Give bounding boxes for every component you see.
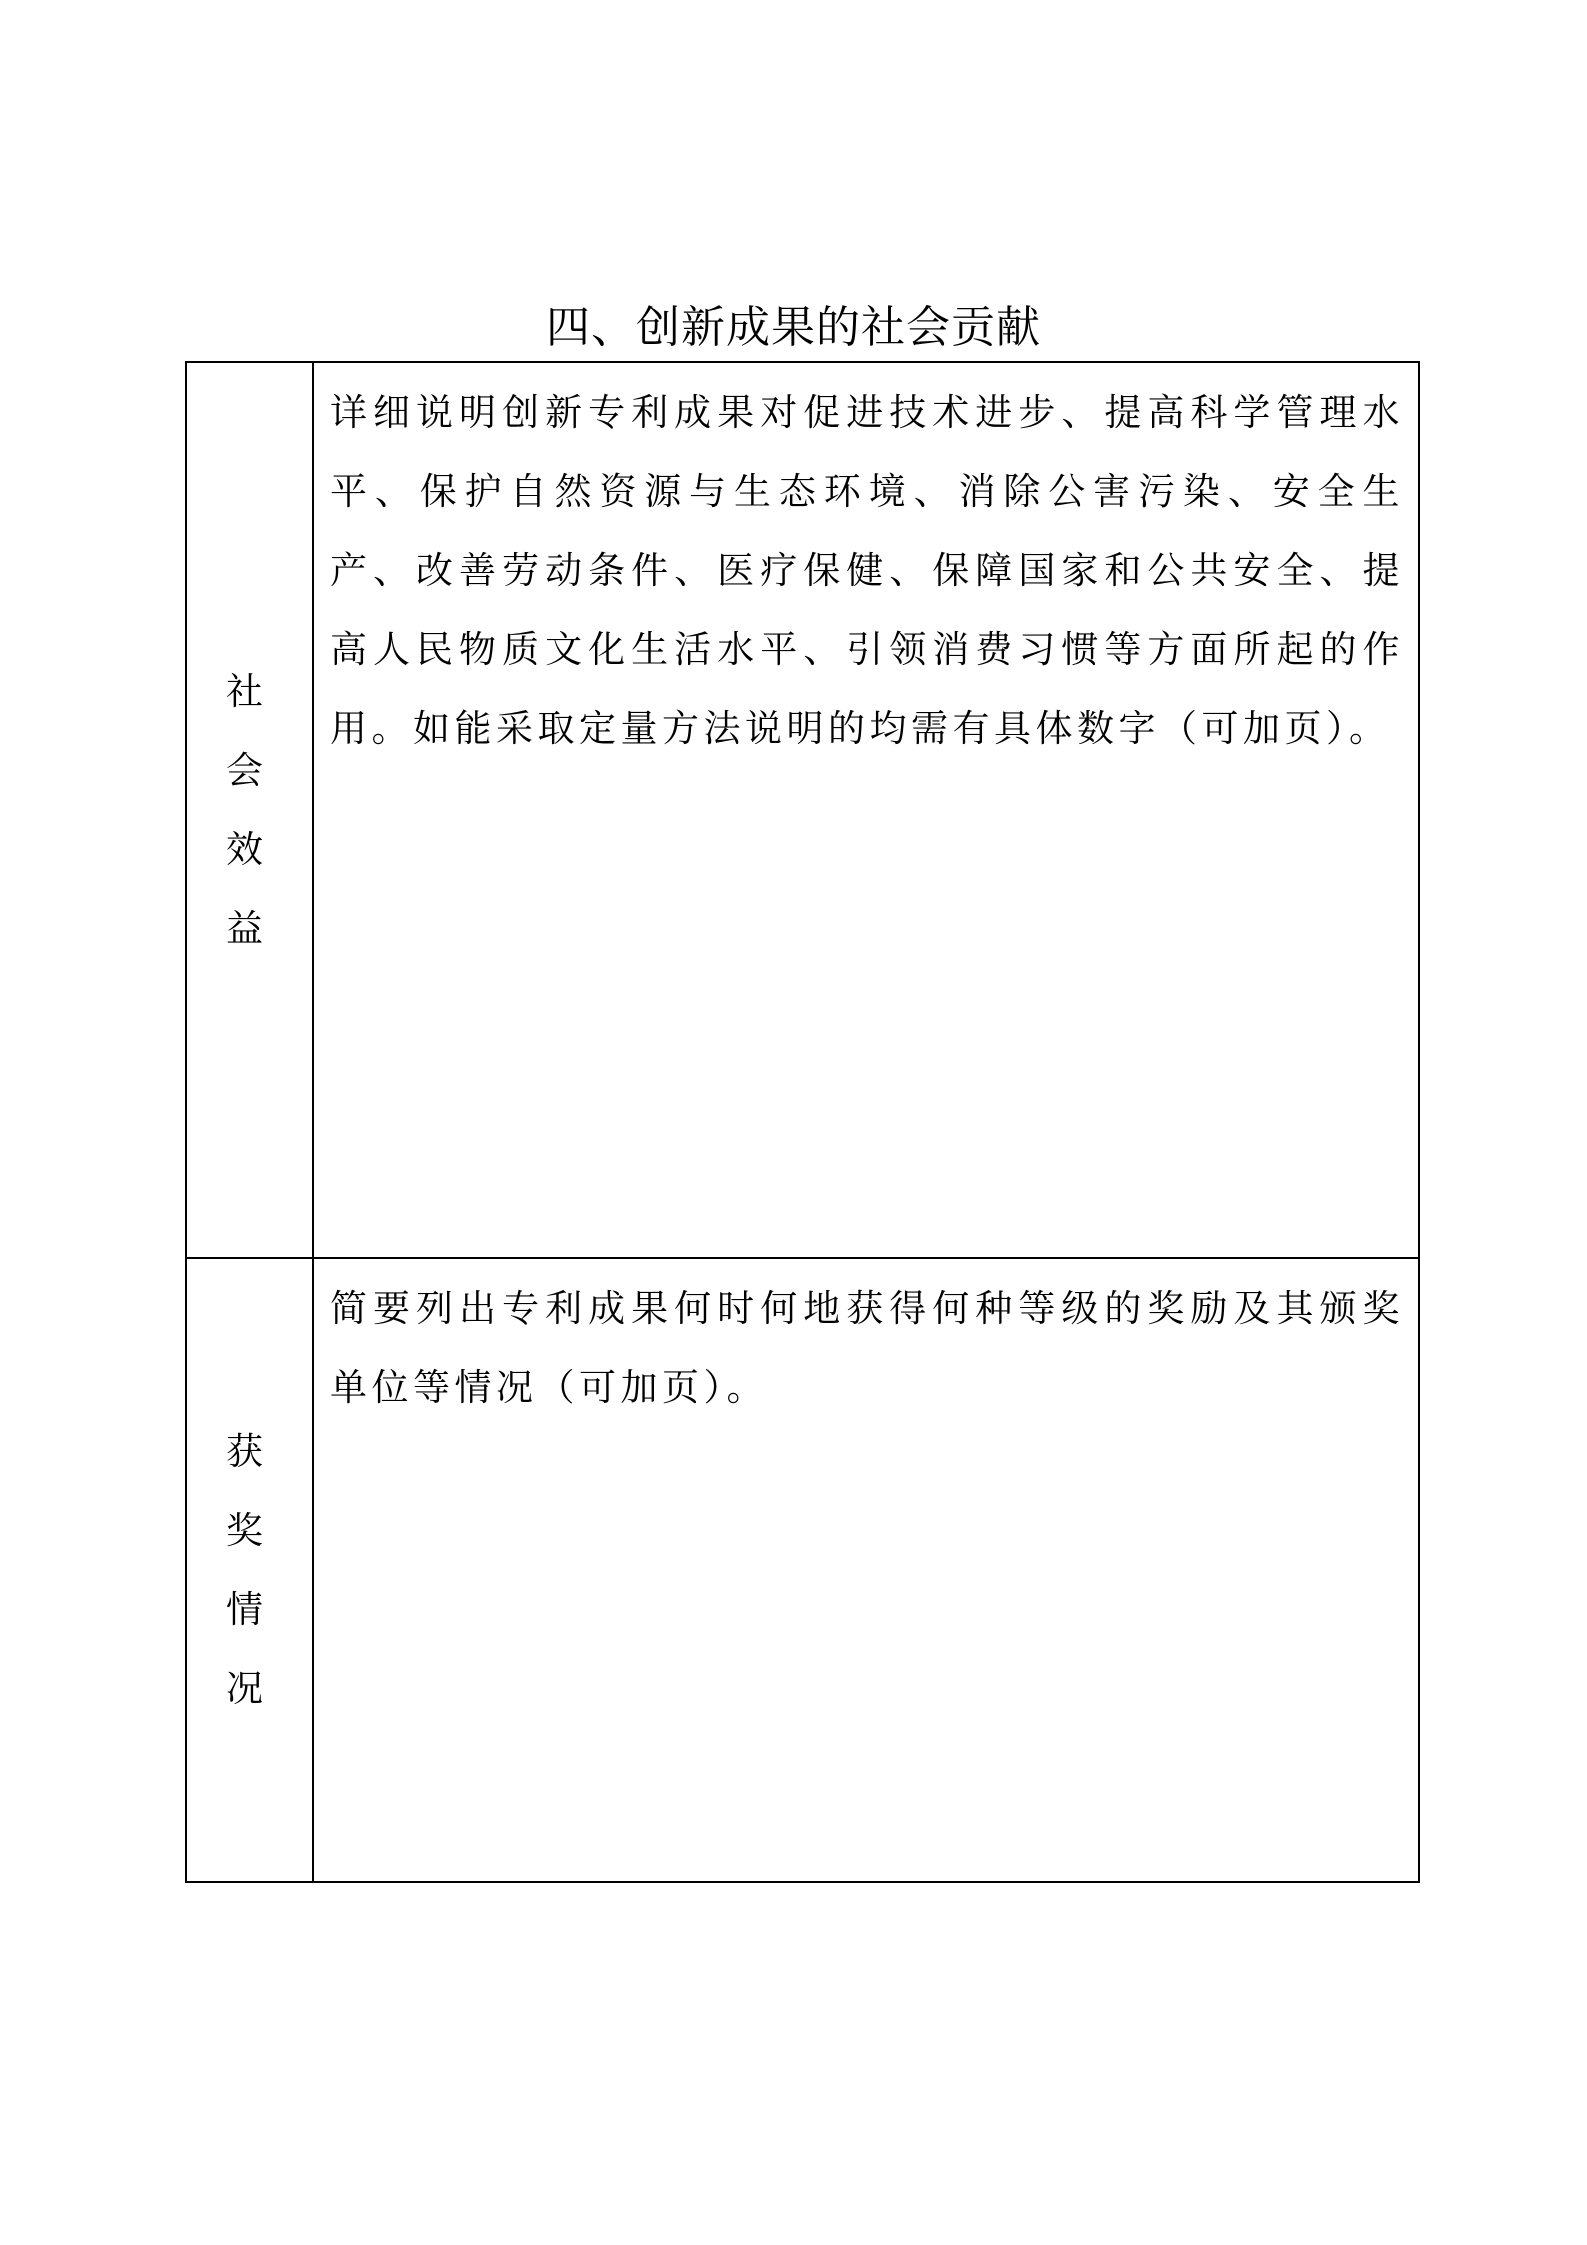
table-row-awards <box>186 1258 1419 1882</box>
social-benefit-instructions: 详细说明创新专利成果对促进技术进步、提高科学管理水平、保护自然资源与生态环境、消除公害污染、安全生产、改善劳动条件、医疗保健、保障国家和公共安全、提高人民物质文化生活水平、引领消费习惯等方面所起的作用。如能采取定量方法说明的均需有具体数字（可加页）。 <box>330 391 1404 750</box>
contribution-form-table <box>185 361 1420 1883</box>
page-title: 四、创新成果的社会贡献 <box>546 302 1041 353</box>
awards-instructions: 简要列出专利成果何时何地获得何种等级的奖励及其颁奖单位等情况（可加页）。 <box>330 1287 1404 1409</box>
social-benefit-label: 社会效益 <box>226 670 273 950</box>
awards-content-cell[interactable] <box>313 1258 1419 1882</box>
awards-label-cell <box>186 1258 313 1882</box>
awards-label: 获奖情况 <box>226 1430 273 1710</box>
social-benefit-label-cell <box>186 362 313 1258</box>
table-row-social-benefit <box>186 362 1419 1258</box>
social-benefit-content-cell[interactable] <box>313 362 1419 1258</box>
